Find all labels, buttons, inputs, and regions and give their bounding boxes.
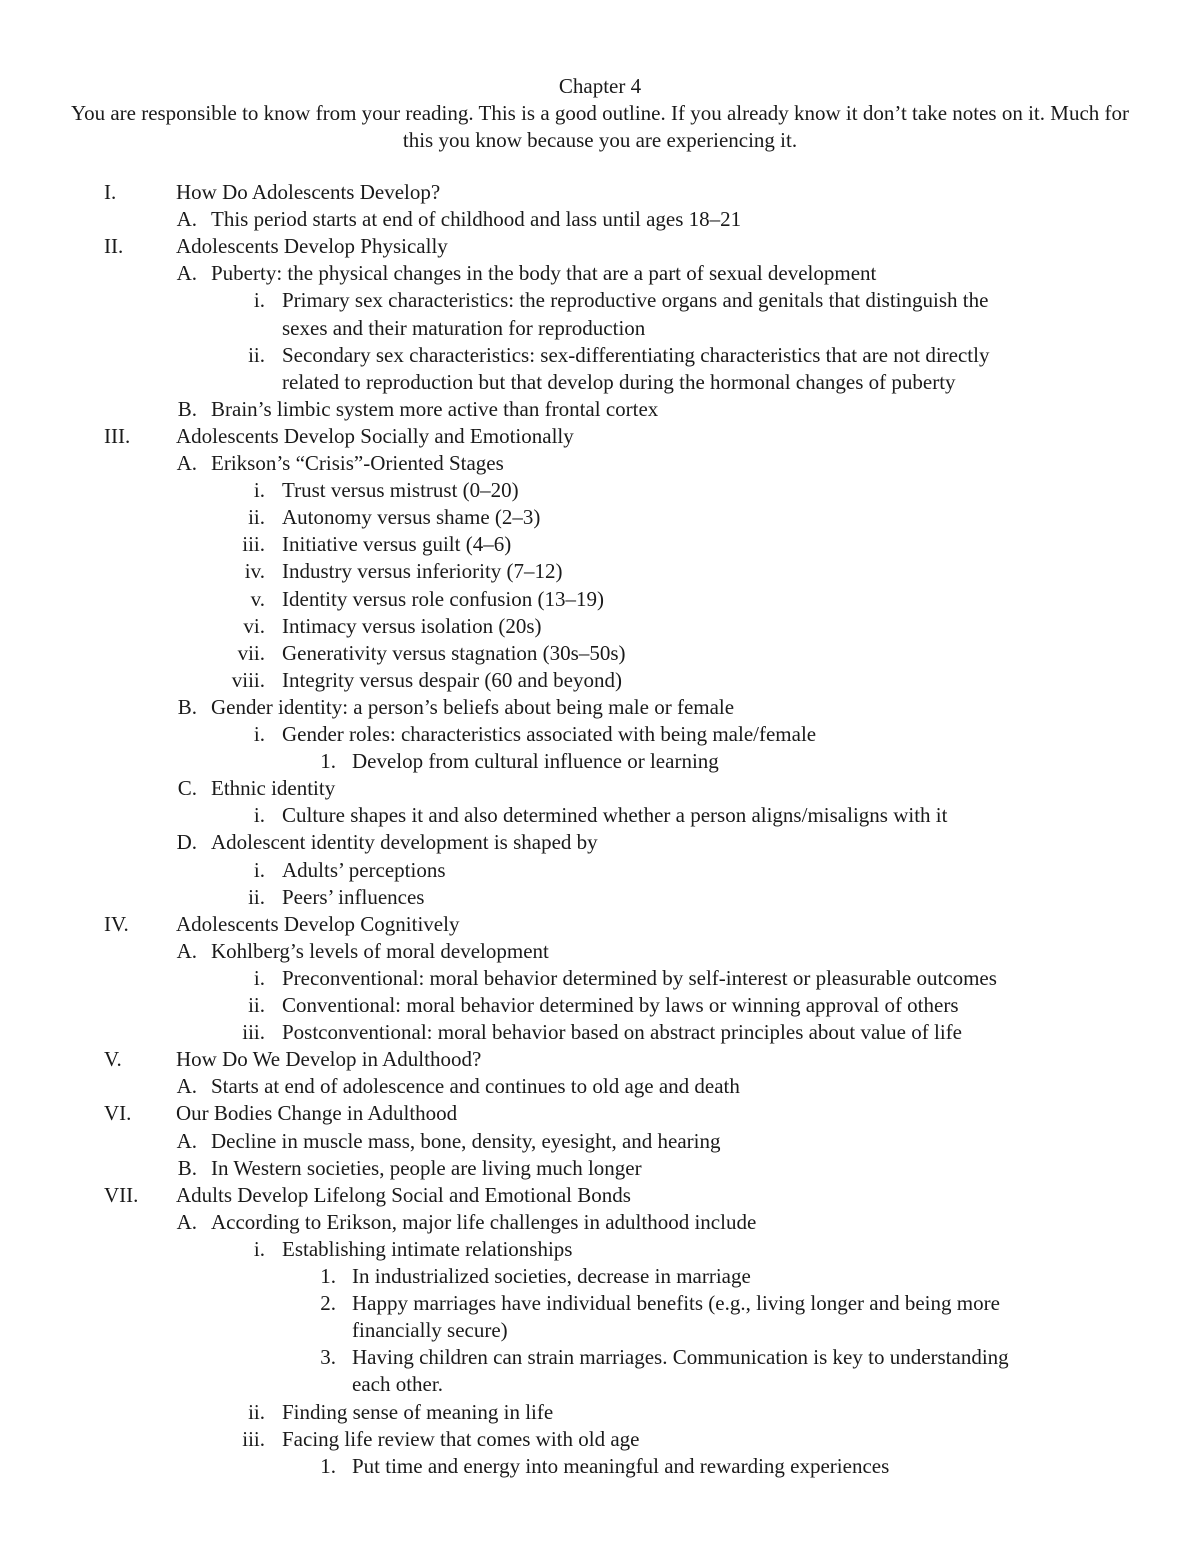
outline-marker: i. — [253, 288, 265, 313]
outline-text: financially secure) — [352, 1318, 508, 1343]
outline-item — [0, 1426, 1200, 1453]
outline-text: Autonomy versus shame (2–3) — [282, 505, 541, 530]
outline-item — [0, 1073, 1200, 1100]
outline-item — [0, 829, 1200, 856]
outline-item — [0, 1019, 1200, 1046]
outline-marker: 1. — [320, 749, 336, 774]
outline-marker: i. — [253, 857, 265, 882]
outline-item — [0, 1371, 1200, 1398]
outline-marker: A. — [176, 207, 197, 232]
outline-text: In Western societies, people are living much longer — [211, 1155, 642, 1180]
outline-marker: B. — [177, 396, 197, 421]
outline-text: Adults’ perceptions — [282, 857, 446, 882]
outline-text: sexes and their maturation for reproduction — [282, 315, 646, 340]
outline-text: Postconventional: moral behavior based on abstract principles about value of life — [282, 1020, 962, 1045]
outline-marker: i. — [253, 1236, 265, 1261]
outline-item — [0, 748, 1200, 775]
outline-text: Finding sense of meaning in life — [282, 1399, 554, 1424]
outline-item — [0, 938, 1200, 965]
outline-marker: 1. — [320, 1264, 336, 1288]
outline-text: Preconventional: moral behavior determined by self-interest or pleasurable outcomes — [282, 965, 997, 990]
outline-text: Conventional: moral behavior determined by laws or winning approval of others — [282, 993, 959, 1017]
outline-item — [0, 694, 1200, 721]
outline-item — [0, 613, 1200, 640]
outline-text: Industry versus inferiority (7–12) — [282, 559, 563, 584]
outline-item — [0, 423, 1200, 450]
outline-text: How Do Adolescents Develop? — [176, 180, 441, 204]
outline-text: Intimacy versus isolation (20s) — [282, 613, 542, 638]
outline-item — [0, 721, 1200, 748]
outline-marker: ii. — [248, 505, 265, 530]
outline-text: Starts at end of adolescence and continues to old age and death — [211, 1074, 740, 1099]
outline-text: Put time and energy into meaningful and rewarding experiences — [352, 1453, 890, 1478]
outline-marker: iii. — [242, 532, 265, 557]
outline-text: Adolescents Develop Physically — [176, 234, 448, 259]
outline-marker: ii. — [248, 1399, 265, 1424]
outline-item — [0, 1236, 1200, 1263]
outline-marker: B. — [177, 1155, 197, 1180]
outline-text: Integrity versus despair (60 and beyond) — [282, 667, 622, 692]
outline-item — [0, 1399, 1200, 1426]
outline-text: Having children can strain marriages. Communication is key to understanding — [352, 1345, 1009, 1370]
outline-marker: B. — [177, 694, 197, 719]
outline-marker: A. — [176, 1128, 197, 1153]
outline-item — [0, 667, 1200, 694]
outline-text: Gender roles: characteristics associated with being male/female — [282, 722, 817, 746]
outline-marker: VI. — [104, 1101, 132, 1126]
outline-marker: iii. — [242, 1020, 265, 1045]
outline-text: Happy marriages have individual benefits (e.g., living longer and being more — [352, 1291, 1000, 1316]
outline-item — [0, 179, 1200, 206]
outline-marker: i. — [253, 722, 265, 746]
outline-item — [0, 640, 1200, 667]
outline-text: Generativity versus stagnation (30s–50s) — [282, 640, 626, 665]
outline-text: According to Erikson, major life challenges in adulthood include — [211, 1209, 757, 1234]
outline-item — [0, 342, 1200, 369]
outline-text: Culture shapes it and also determined whether a person aligns/misaligns with it — [282, 803, 948, 828]
outline-marker: 1. — [320, 1453, 336, 1478]
outline-marker: iv. — [244, 559, 265, 584]
outline-item — [0, 287, 1200, 314]
outline-marker: i. — [253, 803, 265, 828]
outline-text: Secondary sex characteristics: sex-differentiating characteristics that are not directly — [282, 342, 990, 367]
outline-text: Identity versus role confusion (13–19) — [282, 586, 604, 611]
outline-item — [0, 1317, 1200, 1344]
outline-item — [0, 1344, 1200, 1371]
outline-item — [0, 1290, 1200, 1317]
outline-marker: ii. — [248, 993, 265, 1017]
outline-item — [0, 1046, 1200, 1073]
outline-item — [0, 531, 1200, 558]
outline-marker: ii. — [248, 342, 265, 367]
outline-item — [0, 1263, 1200, 1290]
outline-text: Primary sex characteristics: the reproductive organs and genitals that distinguish the — [282, 288, 989, 313]
outline-item — [0, 315, 1200, 342]
outline-marker: A. — [176, 451, 197, 475]
outline-item — [0, 586, 1200, 613]
outline-marker: A. — [176, 1209, 197, 1234]
outline-marker: 2. — [320, 1291, 336, 1316]
outline-marker: A. — [176, 1074, 197, 1099]
outline-marker: 3. — [320, 1345, 336, 1370]
outline-marker: vi. — [243, 613, 265, 638]
outline-text: Gender identity: a person’s beliefs about being male or female — [211, 694, 735, 719]
outline-item — [0, 775, 1200, 802]
outline-marker: V. — [104, 1047, 122, 1072]
outline-text: How Do We Develop in Adulthood? — [176, 1047, 482, 1072]
outline-item — [0, 911, 1200, 938]
outline-item — [0, 1128, 1200, 1155]
intro-paragraph: You are responsible to know from your reading. This is a good outline. If you already know it don’t take notes on it. Much for this you know because you are experiencing it. — [71, 101, 1129, 152]
outline-item — [0, 369, 1200, 396]
outline-text: Erikson’s “Crisis”-Oriented Stages — [211, 451, 504, 475]
outline-text: related to reproduction but that develop during the hormonal changes of puberty — [282, 369, 956, 394]
outline-item — [0, 206, 1200, 233]
outline-item — [0, 857, 1200, 884]
outline-marker: C. — [177, 776, 197, 801]
outline-item — [0, 504, 1200, 531]
outline-item — [0, 477, 1200, 504]
outline-item — [0, 992, 1200, 1019]
outline-item — [0, 884, 1200, 911]
outline-item — [0, 965, 1200, 992]
outline-marker: v. — [250, 586, 265, 611]
outline-item — [0, 802, 1200, 829]
outline-item — [0, 1182, 1200, 1209]
outline-marker: A. — [176, 938, 197, 963]
outline-marker: i. — [253, 965, 265, 990]
outline-marker: D. — [176, 830, 197, 855]
outline-marker: I. — [104, 180, 117, 204]
outline-item — [0, 1453, 1200, 1480]
outline-text: Adolescent identity development is shaped by — [211, 830, 598, 855]
outline-text: Brain’s limbic system more active than frontal cortex — [211, 396, 659, 421]
outline-text: each other. — [352, 1372, 443, 1397]
outline-text: Peers’ influences — [282, 884, 425, 909]
outline-text: In industrialized societies, decrease in marriage — [352, 1264, 751, 1288]
page-title: Chapter 4 — [558, 74, 642, 98]
outline-text: Adolescents Develop Socially and Emotionally — [176, 423, 574, 448]
outline-item — [0, 558, 1200, 585]
outline-text: Adults Develop Lifelong Social and Emotional Bonds — [176, 1182, 631, 1207]
outline-text: This period starts at end of childhood and lass until ages 18–21 — [211, 207, 742, 232]
outline-item — [0, 1209, 1200, 1236]
outline-text: Initiative versus guilt (4–6) — [282, 532, 512, 557]
outline-text: Decline in muscle mass, bone, density, eyesight, and hearing — [211, 1128, 721, 1153]
outline-marker: ii. — [248, 884, 265, 909]
outline-marker: iii. — [242, 1426, 265, 1451]
outline-text: Our Bodies Change in Adulthood — [176, 1101, 458, 1126]
outline-marker: i. — [253, 478, 265, 503]
outline-text: Kohlberg’s levels of moral development — [211, 938, 549, 963]
outline-item — [0, 450, 1200, 477]
outline-text: Facing life review that comes with old age — [282, 1426, 640, 1451]
outline-text: Puberty: the physical changes in the body that are a part of sexual development — [211, 261, 877, 286]
outline-marker: II. — [104, 234, 124, 259]
outline-item — [0, 1155, 1200, 1182]
outline-marker: IV. — [104, 911, 129, 936]
outline-item — [0, 260, 1200, 287]
outline-marker: A. — [176, 261, 197, 286]
outline-text: Establishing intimate relationships — [282, 1236, 573, 1261]
outline-item — [0, 1100, 1200, 1127]
outline-item — [0, 233, 1200, 260]
outline-text: Trust versus mistrust (0–20) — [282, 478, 519, 503]
outline-marker: viii. — [231, 667, 265, 692]
outline-text: Adolescents Develop Cognitively — [176, 911, 460, 936]
outline-marker: vii. — [237, 640, 265, 665]
outline-marker: VII. — [104, 1182, 139, 1207]
outline-text: Ethnic identity — [211, 776, 336, 801]
outline-marker: III. — [104, 423, 131, 448]
outline-item — [0, 396, 1200, 423]
outline-text: Develop from cultural influence or learning — [352, 749, 719, 774]
